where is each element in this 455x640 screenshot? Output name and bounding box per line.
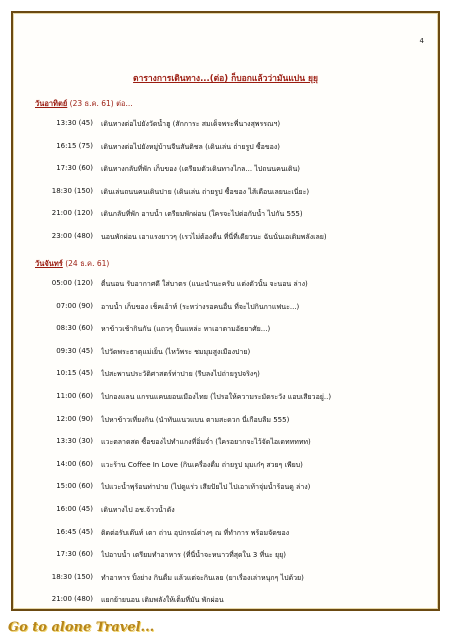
schedule-description: ติดต่อรับเต๊นท์ เตา ถ่าน อุปกรณ์ต่างๆ ณ ที่ทำการ พร้อมจัดของ [101,528,290,537]
schedule-time: 18:30 (150) [51,572,93,581]
schedule-row [35,528,428,542]
schedule-time: 17:30 (60) [56,550,93,559]
schedule-description: หาข้าวเช้ากินกัน (แถวๆ ปั้นแหล่ะ หาเอาตามอัธยาศัย...) [101,325,271,334]
schedule-description: เดินทางกลับที่พัก เก็บของ (เตรียมตัวเดินทางไกล... ไปถนนคนเดิน) [101,165,301,174]
schedule-description: ไปสะพานประวัติศาสตร์ท่าปาย (รีบลงไปถ่ายรูปจริงๆ) [101,370,260,379]
schedule-time: 09:30 (45) [56,346,93,355]
schedule-row [35,595,428,609]
schedule-time: 16:45 (45) [56,527,93,536]
schedule-row [35,392,428,406]
schedule-description: แวะตลาดสด ซื้อของไปทำแกงที่อิ่มจ่ำ (ใครอยากจะไว้จัดไอเดททททท) [101,438,311,447]
schedule-time: 10:15 (45) [56,369,93,378]
page-number: 4 [419,37,424,45]
day1-heading [35,98,133,110]
footer-brand: Go to alone Travel... [8,620,155,635]
schedule-row [35,187,428,201]
schedule-row [35,209,428,223]
schedule-row [35,119,428,133]
schedule-row [35,482,428,496]
schedule-title: ตารางการเดินทาง...(ต่อ) ก็บอกแล้วว่ามันแปน ยุยุ [133,74,318,84]
schedule-description: เดินทางต่อไปยังหมู่บ้านจีนสันติชล (เดินเล่น ถ่ายรูป ซื้อของ) [101,142,281,151]
schedule-time: 14:00 (60) [56,459,93,468]
schedule-description: ไปอาบน้ำ เตรียมทำอาหาร (ที่นี่น้ำจะหนาวที่สุดใน 3 ที่นะ ยุยุ) [101,551,286,560]
schedule-description: ทำอาหาร ปิ้งย่าง กินดื่ม แล้วแต่จะกินเลย (ยาเรื่องเล่าหนุกๆ ไปด้วย) [101,573,304,582]
schedule-row [35,505,428,519]
day2-heading [35,258,109,270]
day1-label: วันอาทิตย์ [35,99,68,108]
document-page [11,11,440,611]
schedule-description: อาบน้ำ เก็บของ เช็คเอ้าท์ (ระหว่างรอคนอื่น ที่จะไปกินกาแฟนะ...) [101,302,300,311]
schedule-description: ไปวัดพระธาตุแม่เย็น (ไหว้พระ ชมมุมสูงเมืองปาย) [101,347,251,356]
schedule-time: 05:00 (120) [51,279,93,287]
schedule-row [35,573,428,587]
schedule-time: 07:00 (90) [56,301,93,310]
schedule-time: 11:00 (60) [56,392,93,400]
schedule-row [35,415,428,429]
schedule-time: 17:30 (60) [56,164,93,173]
schedule-description: ไปกองแลน แกรนแคนยอนเมืองไทย (ไปรอให้ความระมัดระวัง แอบเสียวอยู่..) [101,393,332,401]
schedule-time: 15:00 (60) [56,482,93,491]
day2-label: วันจันทร์ [35,259,63,268]
schedule-description: นอนพักผ่อน เอาแรงยาวๆ (เรวไม่ต้องตื่น ที่นี่ที่เดียวนะ ฉันนั่นเอเติมพลังเลย) [101,233,327,241]
schedule-row [35,550,428,564]
schedule-description: ไปแวะน้ำพุร้อนท่าปาย (ไปดูแร่ว เสียปัยไป ไปเอาเท้าจุ่มน้ำร้อนดู ล่าง) [101,483,311,492]
schedule-row [35,369,428,383]
schedule-time: 12:00 (90) [56,414,93,423]
schedule-description: แวะร้าน Coffee In Love (กินเครื่องดื่ม ถ่ายรูป มุมเก๋ๆ สวยๆ เพียบ) [101,460,303,469]
schedule-description: แยกย้ายนอน เติมพลังให้เต็มที่มัน พักผ่อน [101,596,224,605]
schedule-row [35,142,428,156]
schedule-description: เดินทางต่อไปยังวัดน้ำฮู (สักการะ สมเด็จพระพี่นางสุพรรณฯ) [101,120,281,128]
schedule-row [35,232,428,246]
schedule-time: 18:30 (150) [51,186,93,195]
schedule-time: 13:30 (30) [56,437,93,446]
day1-date: (23 ธ.ค. 61) ต่อ... [69,99,133,108]
schedule-description: เดินเล่นถนนคนเดินปาย (เดินเล่น ถ่ายรูป ซื้อของ ไส้เดือนเลยนะเนี่ยะ) [101,187,310,196]
schedule-row [35,324,428,338]
schedule-row [35,460,428,474]
schedule-time: 23:00 (480) [51,232,93,240]
schedule-time: 13:30 (45) [56,119,93,127]
schedule-description: ไปหาข้าวเที่ยงกิน (นำทันแนวแบน ตามสะดวก นี่เกือบลืม 555) [101,415,290,424]
schedule-row [35,164,428,178]
schedule-row [35,302,428,316]
schedule-time: 16:15 (75) [56,141,93,150]
schedule-time: 21:00 (480) [51,595,93,604]
schedule-time: 08:30 (60) [56,324,93,333]
schedule-description: ตื่นนอน รับอากาศดี ใส่บาตร (แนะนำนะครับ แต่งตัวนั้น จะนอน ล่าง) [101,280,308,288]
schedule-row [35,347,428,361]
schedule-row [35,279,428,293]
schedule-time: 16:00 (45) [56,505,93,513]
schedule-description: เดินทางไป อช.จ้าวน้ำดัง [101,506,175,514]
schedule-time: 21:00 (120) [51,209,93,218]
day2-date: (24 ธ.ค. 61) [65,259,110,268]
schedule-description: เดินกลับที่พัก อาบน้ำ เตรียมพักผ่อน (ใครจะไปต่อกับน้ำ ไปกัน 555) [101,210,303,219]
schedule-row [35,437,428,451]
